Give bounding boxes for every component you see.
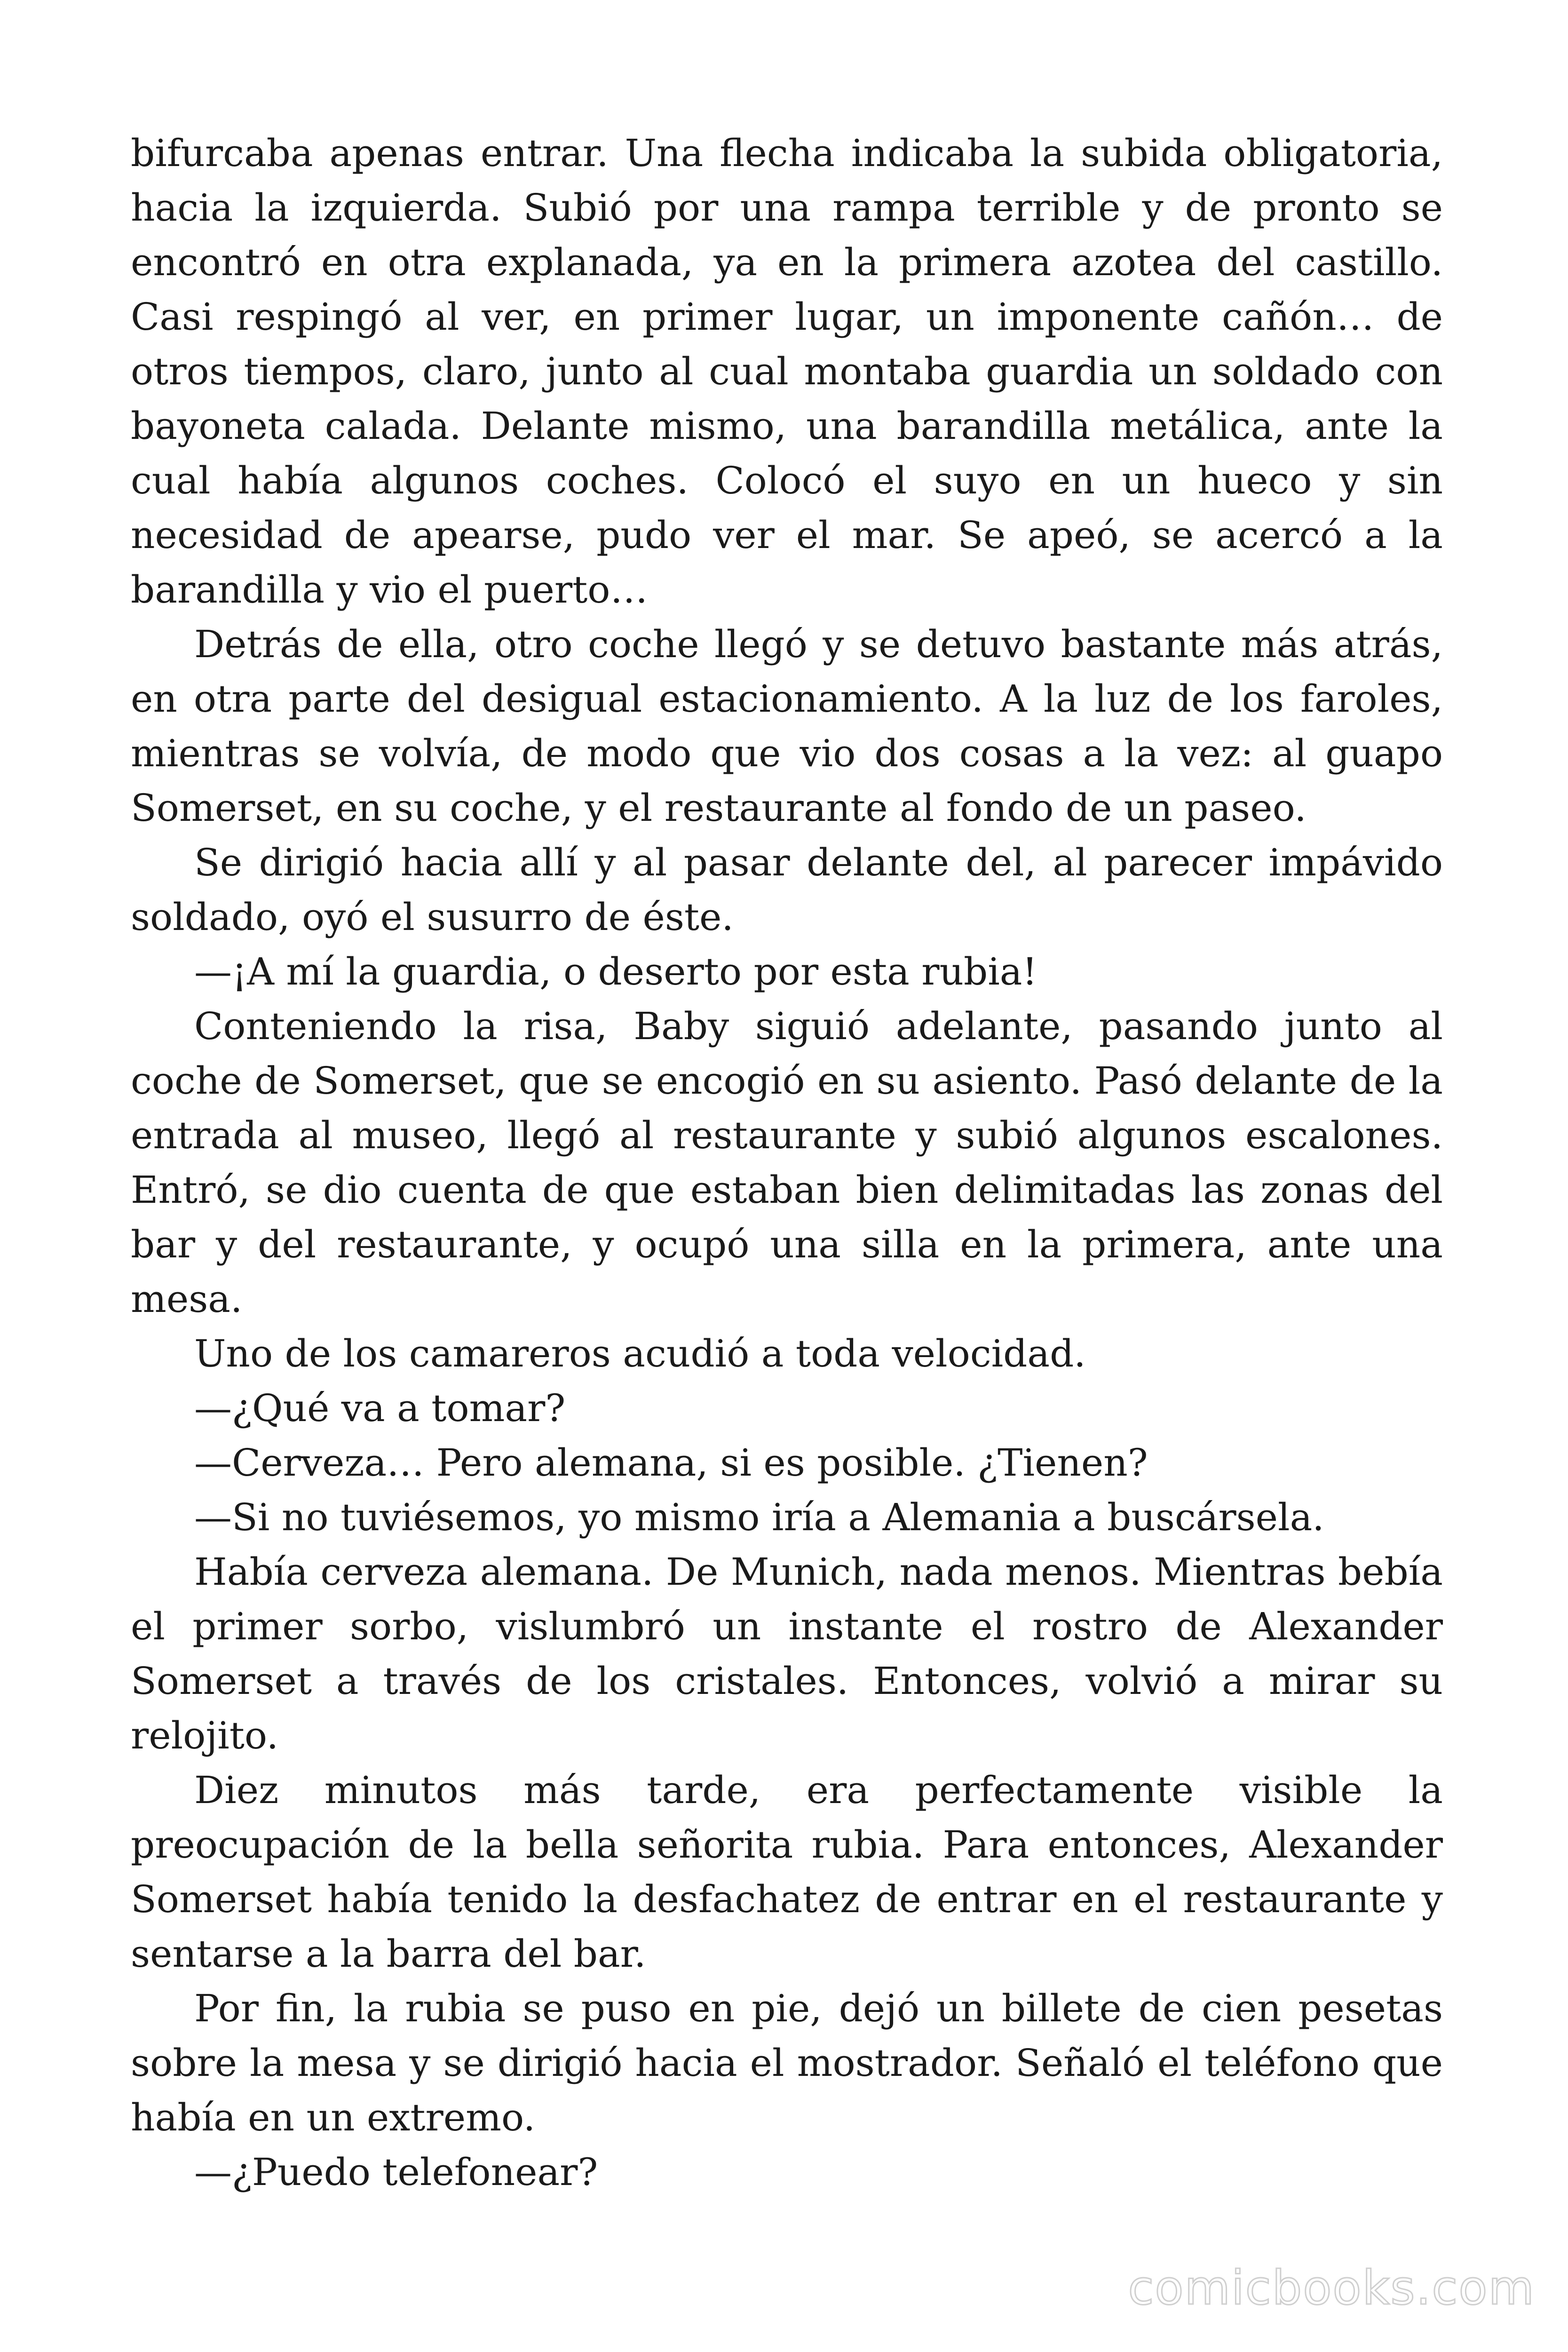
paragraph: Uno de los camareros acudió a toda velocidad. bbox=[194, 1332, 1086, 1375]
body-text bbox=[131, 126, 1443, 2200]
paragraph: Se dirigió hacia allí y al pasar delante del, al parecer impávido soldado, oyó el susurro de éste. bbox=[131, 841, 1443, 939]
paragraph: Había cerveza alemana. De Munich, nada menos. Mientras bebía el primer sorbo, vislumbró un instante el rostro de Alexander Somerset a través de los cristales. Entonces, volvió a mirar su relojito. bbox=[131, 1550, 1443, 1757]
paragraph: Conteniendo la risa, Baby siguió adelante, pasando junto al coche de Somerset, que se encogió en su asiento. Pasó delante de la entrada al museo, llegó al restaurante y subió algunos escalones. Entró, se dio cuenta de que estaban bien delimitadas las zonas del bar y del restaurante, y ocupó una silla en la primera, ante una mesa. bbox=[131, 1004, 1443, 1321]
paragraph: Detrás de ella, otro coche llegó y se detuvo bastante más atrás, en otra parte del desigual estacionamiento. A la luz de los faroles, mientras se volvía, de modo que vio dos cosas a la vez: al guapo Somerset, en su coche, y el restaurante al fondo de un paseo. bbox=[131, 622, 1443, 830]
paragraph: Diez minutos más tarde, era perfectamente visible la preocupación de la bella señorita rubia. Para entonces, Alexander Somerset había tenido la desfachatez de entrar en el restaurante y sentarse a la barra del bar. bbox=[131, 1768, 1443, 1976]
dialogue-line: —Si no tuviésemos, yo mismo iría a Alemania a buscársela. bbox=[194, 1495, 1324, 1539]
dialogue-line: —¿Puedo telefonear? bbox=[194, 2150, 598, 2194]
dialogue-line: —Cerveza… Pero alemana, si es posible. ¿Tienen? bbox=[194, 1441, 1148, 1485]
paragraph: Por fin, la rubia se puso en pie, dejó un billete de cien pesetas sobre la mesa y se dirigió hacia el mostrador. Señaló el teléfono que había en un extremo. bbox=[131, 1986, 1443, 2139]
watermark: comicbooks.com bbox=[1128, 2260, 1535, 2315]
paragraph-continued: bifurcaba apenas entrar. Una flecha indicaba la subida obligatoria, hacia la izquierda. Subió por una rampa terrible y de pronto se encontró en otra explanada, ya en la primera azotea del castillo. Casi respingó al ver, en primer lugar, un imponente cañón… de otros tiempos, claro, junto al cual montaba guardia un soldado con bayoneta calada. Delante mismo, una barandilla metálica, ante la cual había algunos coches. Colocó el suyo en un hueco y sin necesidad de apearse, pudo ver el mar. Se apeó, se acercó a la barandilla y vio el puerto… bbox=[131, 131, 1443, 612]
dialogue-line: —¡A mí la guardia, o deserto por esta rubia! bbox=[194, 950, 1037, 993]
dialogue-line: —¿Qué va a tomar? bbox=[194, 1386, 566, 1430]
